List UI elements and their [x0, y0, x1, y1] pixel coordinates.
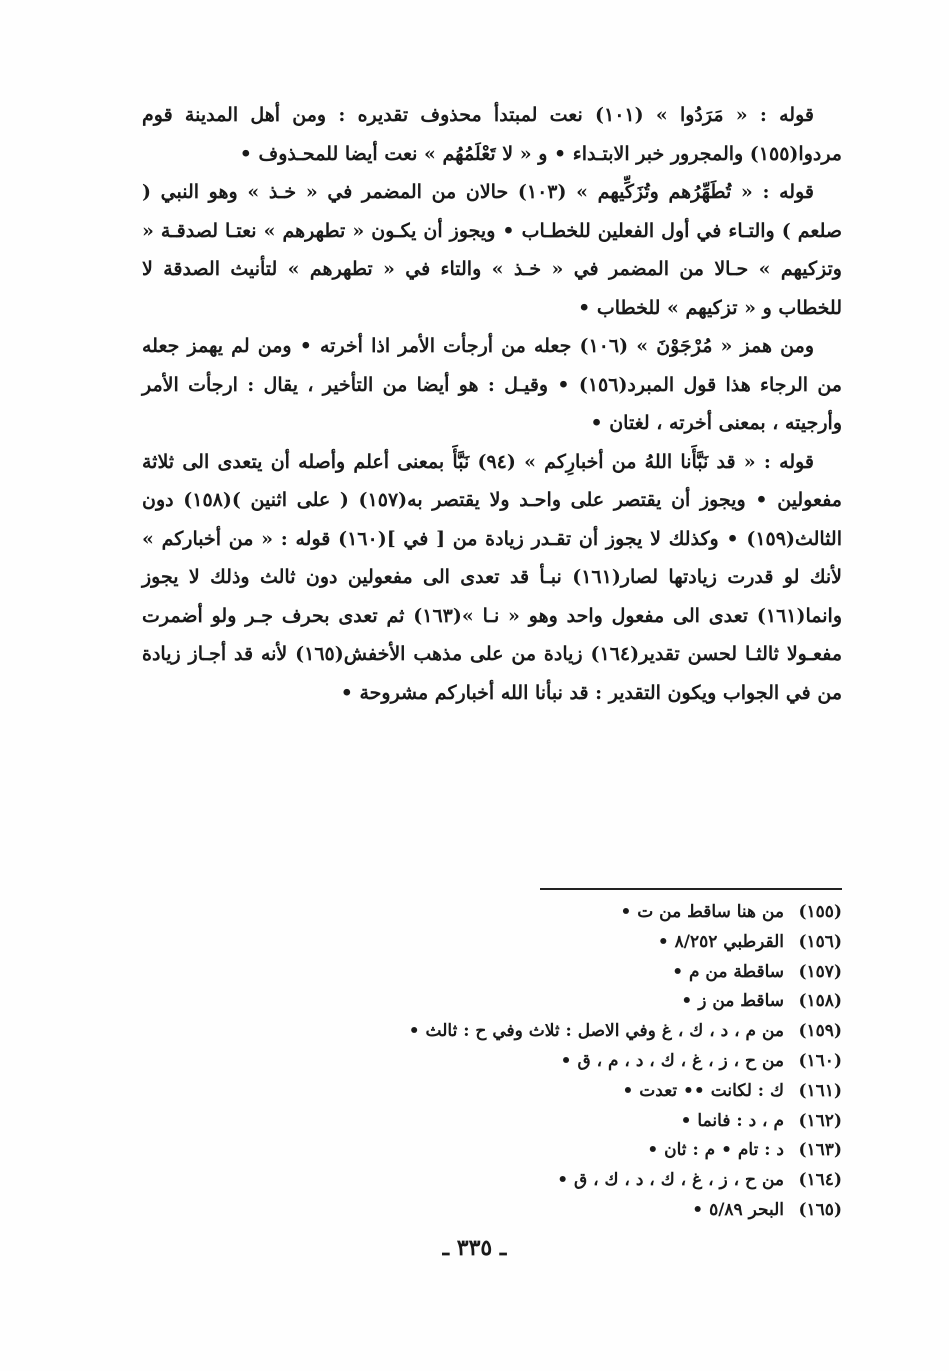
footnote-number: (١٦٢)	[798, 1110, 842, 1131]
footnote-item	[142, 1077, 842, 1107]
footnote-number: (١٦٥)	[798, 1199, 842, 1220]
footnote-text: من م ، د ، ك ، غ وفي الاصل : ثلاث وفي ح : ثالث •	[408, 1021, 784, 1042]
footnote-item	[142, 928, 842, 958]
footnote-text: ساقط من ز •	[681, 991, 784, 1012]
footnotes-list	[142, 898, 842, 1226]
paragraph-1: قوله : « مَرَدُوا » (١٠١) نعت لمبتدأ محذوف تقديره : ومن أهل المدينة قوم مردوا(١٥٥) والمجرور خبر الابتـداء • و « لا تَعْلَمُهُم » نعت أيضا للمحـذوف •	[142, 104, 842, 165]
footnote-item	[142, 1107, 842, 1137]
footnote-text: ساقطة من م •	[672, 961, 784, 982]
footnote-text: ك : لكانت •• تعدت •	[622, 1080, 784, 1101]
footnote-number: (١٦٠)	[798, 1050, 842, 1071]
footnote-item	[142, 1017, 842, 1047]
footnote-number: (١٦٣)	[798, 1140, 842, 1161]
footnote-item	[142, 1136, 842, 1166]
footnote-text: من ح ، ز ، غ ، ك ، د ، م ، ق •	[560, 1050, 784, 1071]
main-text-block	[142, 96, 842, 712]
footnote-item	[142, 898, 842, 928]
footnote-number: (١٥٧)	[798, 961, 842, 982]
footnote-number: (١٥٦)	[798, 931, 842, 952]
footnote-text: من ح ، ز ، غ ، ك ، د ، ك ، ق •	[557, 1170, 784, 1191]
footnote-text: البحر ٥/٨٩ •	[692, 1199, 784, 1220]
footnote-text: من هنا ساقط من ت •	[620, 902, 784, 922]
paragraph-3: ومن همز « مُرْجَوْنَ » (١٠٦) جعله من أرجأت الأمر اذا أخرته • ومن لم يهمز جعله من الرجاء هذا قول المبرد(١٥٦) • وقيـل : هو أيضا من التأخير ، يقال : ارجأت الأمر وأرجيته ، بمعنى أخرته ، لغتان •	[142, 335, 842, 434]
footnote-number: (١٦٤)	[798, 1170, 842, 1191]
footnote-item	[142, 958, 842, 988]
footnote-text: د : تام • م : ثان •	[647, 1140, 784, 1161]
page-number: ـ ٣٣٥ ـ	[442, 1235, 507, 1261]
footnote-separator	[540, 888, 842, 890]
footnote-number: (١٦١)	[798, 1080, 842, 1101]
footnote-item	[142, 1166, 842, 1196]
footnote-number: (١٥٨)	[798, 991, 842, 1012]
footnote-number: (١٥٩)	[798, 1021, 842, 1042]
footnote-number: (١٥٥)	[798, 902, 842, 922]
footnote-item	[142, 987, 842, 1017]
paragraph-4: قوله : « قد نَبَّأَنا اللهُ من أخبارِكم » (٩٤) نَبَّأَ بمعنى أعلم وأصله أن يتعدى الى ثلاثة مفعولين • ويجوز أن يقتصر على واحـد ولا يقتصر به(١٥٧) ( على اثنين )(١٥٨) دون الثالث(١٥٩) • وكذلك لا يجوز أن تقـدر زيادة من [ في ](١٦٠) قوله : « من أخباركم » لأنك لو قدرت زيادتها لصار(١٦١) نبـأ قد تعدى الى مفعولين دون ثالث وذلك لا يجوز وانما(١٦١) تعدى الى مفعول واحد وهو « نـا »(١٦٣) ثم تعدى بحرف جـر ولو أضمرت مفعـولا ثالثـا لحسن تقدير(١٦٤) زيادة من على مذهب الأخفش(١٦٥) لأنه قد أجـاز زيادة من في الجواب ويكون التقدير : قد نبأنا الله أخباركم مشروحة •	[142, 450, 842, 704]
footnote-text: القرطبي ٨/٢٥٢ •	[657, 931, 784, 952]
footnote-text: م ، د : فانما •	[680, 1110, 784, 1131]
footnote-item	[142, 1196, 842, 1226]
paragraph-2: قوله : « تُطَهِّرُهم وتُزَكِّيهم » (١٠٣) حالان من المضمر في « خـذ » وهو النبي ( صلعم ) والتـاء في أول الفعلين للخطـاب • ويجوز أن يكـون « تطهرهم » نعتـا لصدقـة « وتزكيهم » حـالا من المضمر في « خـذ » والتاء في « تطهرهم » لتأنيث الصدقة لا للخطاب و « تزكيهم » للخطاب •	[142, 181, 842, 319]
footnote-item	[142, 1047, 842, 1077]
